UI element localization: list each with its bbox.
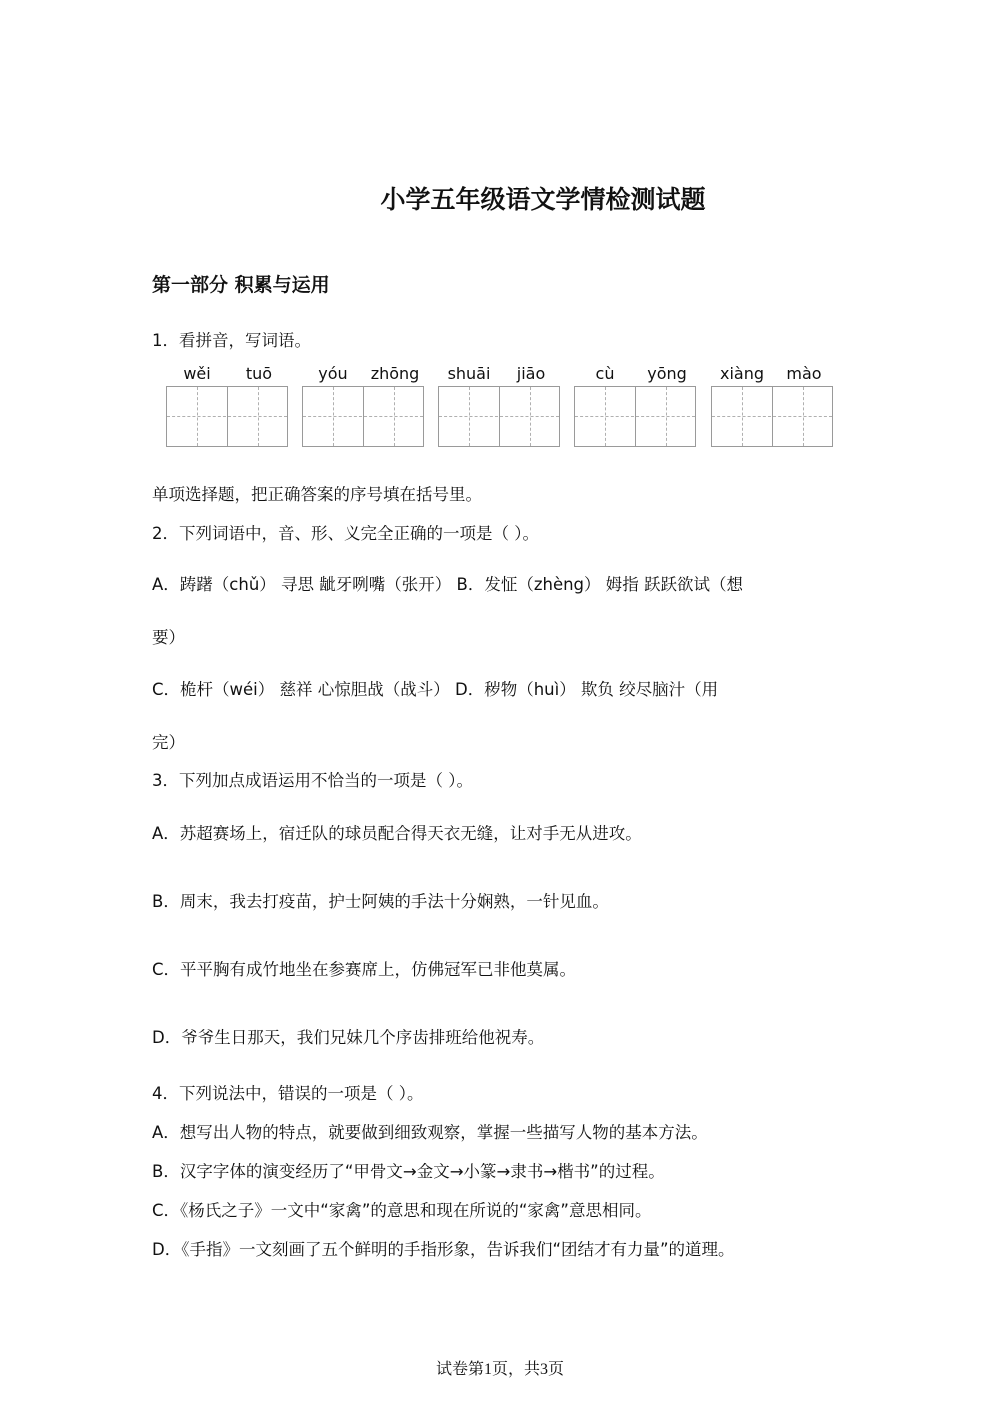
pinyin-label: cù: [595, 364, 615, 383]
page-footer: 试卷第1页，共3页: [435, 1361, 564, 1378]
question-3-option-a: A．苏超赛场上，宿迁队的球员配合得天衣无缝，让对手无从进攻。: [152, 824, 642, 843]
pinyin-label: mào: [786, 364, 822, 383]
question-2-options-line: 要）: [152, 628, 185, 647]
pinyin-label: tuō: [245, 364, 273, 383]
writing-grid[interactable]: [166, 386, 288, 447]
question-2-options-line: A．踌躇（chǔ） 寻思 龇牙咧嘴（张开） B．发怔（zhèng） 姆指 跃跃欲试（想: [152, 575, 744, 594]
question-3-option-b: B．周末，我去打疫苗，护士阿姨的手法十分娴熟，一针见血。: [152, 892, 609, 911]
question-1-stem: 1．看拼音，写词语。: [152, 331, 311, 350]
pinyin-label: xiàng: [719, 364, 764, 383]
pinyin-label: yóu: [318, 364, 348, 383]
writing-grid[interactable]: [438, 386, 560, 447]
page-title: 小学五年级语文学情检测试题: [380, 185, 706, 214]
pinyin-label: shuāi: [447, 364, 491, 383]
pinyin-label: zhōng: [370, 364, 420, 383]
question-4-option-a: A．想写出人物的特点，就要做到细致观察，掌握一些描写人物的基本方法。: [152, 1123, 708, 1142]
question-2-options-line: 完）: [152, 733, 185, 752]
question-3-option-c: C．平平胸有成竹地坐在参赛席上，仿佛冠军已非他莫属。: [152, 960, 577, 979]
question-4-option-d: D．《手指》一文刻画了五个鲜明的手指形象，告诉我们“团结才有力量”的道理。: [152, 1240, 735, 1259]
question-2-options-line: C．桅杆（wéi） 慈祥 心惊胆战（战斗） D．秽物（huì） 欺负 绞尽脑汁（用: [152, 680, 719, 699]
pinyin-label: wěi: [183, 364, 211, 383]
question-4-stem: 4．下列说法中，错误的一项是（ ）。: [152, 1084, 424, 1103]
question-4-option-c: C．《杨氏之子》一文中“家禽”的意思和现在所说的“家禽”意思相同。: [152, 1201, 652, 1220]
single-choice-heading: 单项选择题，把正确答案的序号填在括号里。: [152, 485, 482, 504]
pinyin-label: jiāo: [516, 364, 546, 383]
writing-grid[interactable]: [574, 386, 696, 447]
section-heading: 第一部分 积累与运用: [152, 274, 330, 296]
pinyin-label: yōng: [647, 364, 687, 383]
question-4-option-b: B．汉字字体的演变经历了“甲骨文→金文→小篆→隶书→楷书”的过程。: [152, 1162, 665, 1181]
question-2-stem: 2．下列词语中，音、形、义完全正确的一项是（ ）。: [152, 524, 539, 543]
writing-grid[interactable]: [302, 386, 424, 447]
question-3-option-d: D．爷爷生日那天，我们兄妹几个序齿排班给他祝寿。: [152, 1028, 545, 1047]
question-3-stem: 3．下列加点成语运用不恰当的一项是（ ）。: [152, 771, 473, 790]
writing-grid[interactable]: [711, 386, 833, 447]
